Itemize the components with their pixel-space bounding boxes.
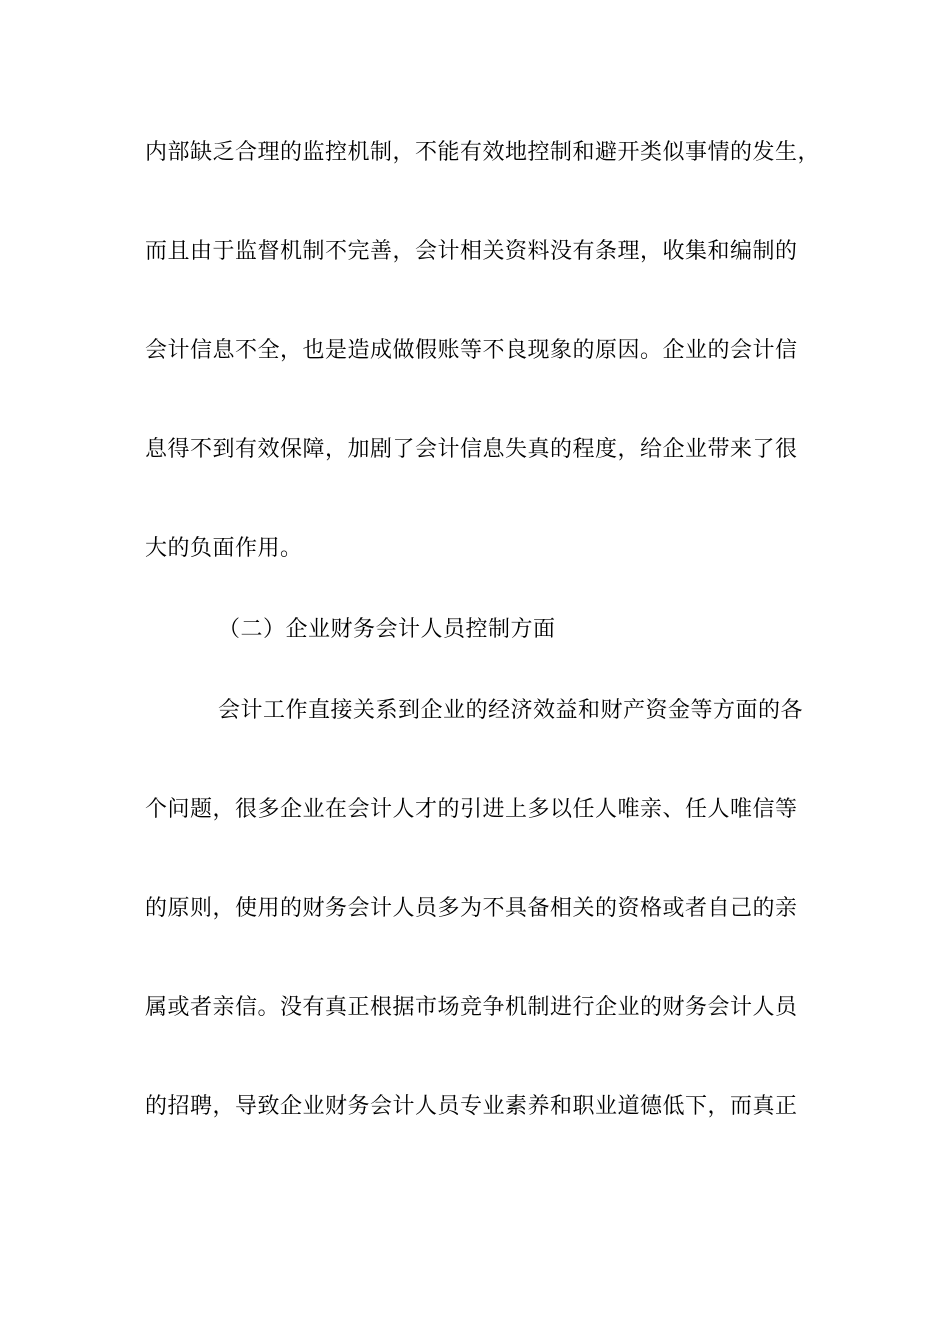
paragraph-line: 而且由于监督机制不完善，会计相关资料没有条理，收集和编制的 <box>145 239 798 264</box>
paragraph-line: 会计信息不全，也是造成做假账等不良现象的原因。企业的会计信 <box>145 338 798 363</box>
paragraph-line: 的招聘，导致企业财务会计人员专业素养和职业道德低下，而真正 <box>145 1094 798 1119</box>
section-heading: （二）企业财务会计人员控制方面 <box>218 617 556 642</box>
paragraph-line: 大的负面作用。 <box>145 536 303 561</box>
paragraph-line: 息得不到有效保障，加剧了会计信息失真的程度，给企业带来了很 <box>145 437 798 462</box>
paragraph-line: 会计工作直接关系到企业的经济效益和财产资金等方面的各 <box>218 698 804 723</box>
paragraph-line: 内部缺乏合理的监控机制，不能有效地控制和避开类似事情的发生， <box>145 140 821 165</box>
paragraph-line: 个问题，很多企业在会计人才的引进上多以任人唯亲、任人唯信等 <box>145 797 798 822</box>
paragraph-line: 属或者亲信。没有真正根据市场竞争机制进行企业的财务会计人员 <box>145 995 798 1020</box>
paragraph-line: 的原则，使用的财务会计人员多为不具备相关的资格或者自己的亲 <box>145 896 798 921</box>
